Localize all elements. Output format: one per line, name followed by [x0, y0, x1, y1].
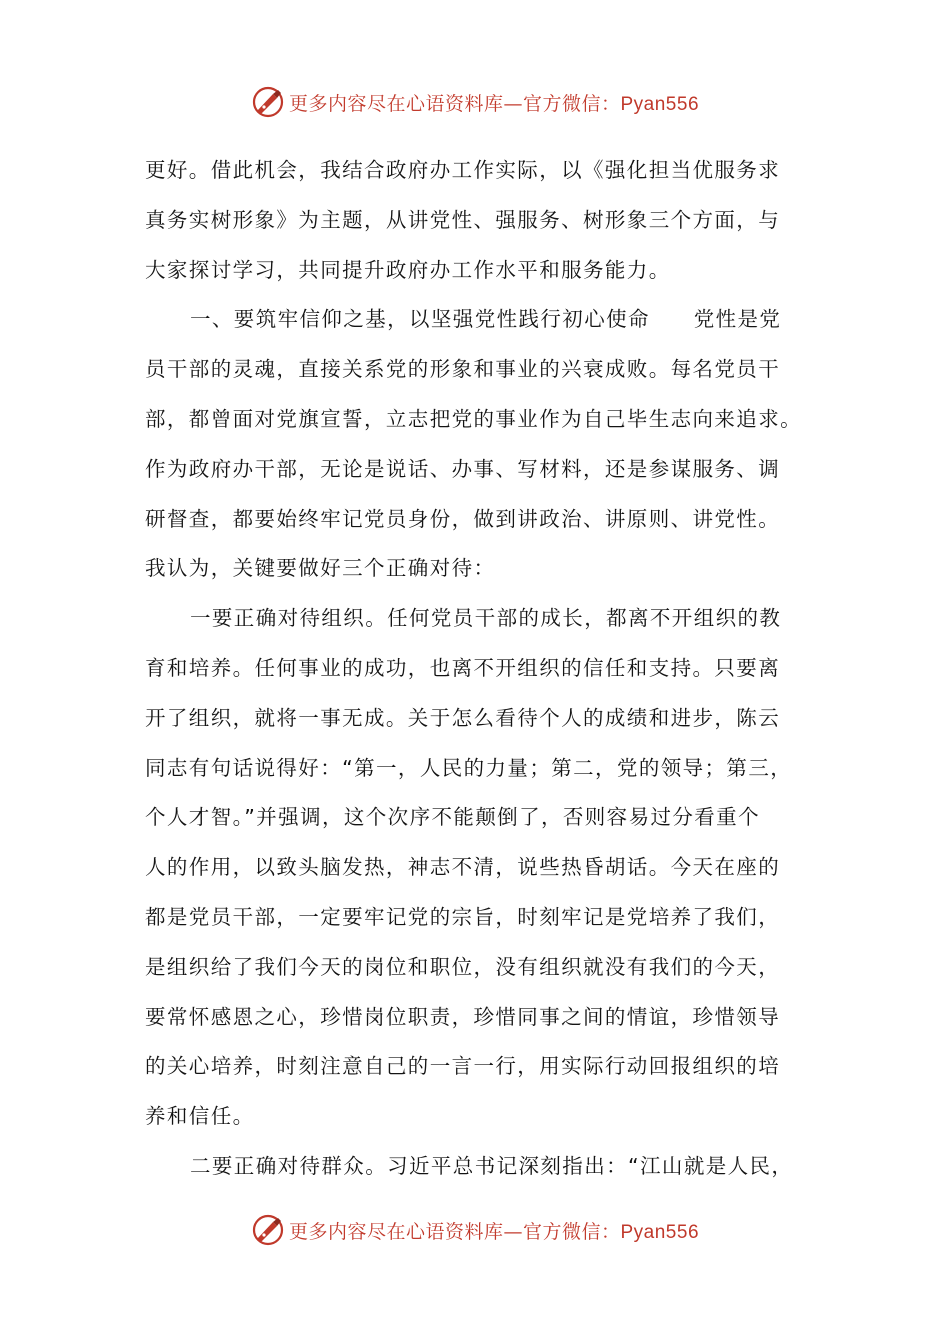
paragraph-start-line: 二要正确对待群众。习近平总书记深刻指出：“江山就是人民，	[190, 1153, 794, 1178]
text-line: 都是党员干部，一定要牢记党的宗旨，时刻牢记是党培养了我们，	[145, 904, 781, 929]
text-line: 更好。借此机会，我结合政府办工作实际，以《强化担当优服务求	[145, 158, 781, 182]
text-line: 部，都曾面对党旗宣誓，立志把党的事业作为自己毕生志向来追求。	[145, 406, 802, 431]
section-heading-line: 一、要筑牢信仰之基，以坚强党性践行初心使命 党性是党	[190, 307, 782, 332]
text-line: 我认为，关键要做好三个正确对待：	[145, 556, 496, 581]
watermark-text: 更多内容尽在心语资料库—官方微信：Pyan556	[288, 92, 700, 115]
text-line: 养和信任。	[145, 1104, 255, 1129]
text-line: 个人才智。”并强调，这个次序不能颠倒了，否则容易过分看重个	[145, 805, 760, 830]
text-line: 的关心培养，时刻注意自己的一言一行，用实际行动回报组织的培	[145, 1054, 781, 1079]
text-line: 同志有句话说得好：“第一，人民的力量；第二，党的领导；第三，	[145, 755, 793, 780]
text-line: 要常怀感恩之心，珍惜岗位职责，珍惜同事之间的情谊，珍惜领导	[145, 1004, 781, 1029]
header-watermark-banner	[0, 82, 950, 122]
text-line: 真务实树形象》为主题，从讲党性、强服务、树形象三个方面，与	[145, 207, 781, 232]
text-line: 开了组织，就将一事无成。关于怎么看待个人的成绩和进步，陈云	[145, 705, 781, 730]
text-line: 研督查，都要始终牢记党员身份，做到讲政治、讲原则、讲党性。	[145, 506, 781, 531]
document-body	[145, 146, 825, 1192]
text-line: 育和培养。任何事业的成功，也离不开组织的信任和支持。只要离	[145, 655, 781, 680]
text-line: 是组织给了我们今天的岗位和职位，没有组织就没有我们的今天，	[145, 954, 781, 979]
text-line: 大家探讨学习，共同提升政府办工作水平和服务能力。	[145, 257, 671, 282]
pen-nib-icon	[251, 1213, 285, 1247]
paragraph-start-line: 一要正确对待组织。任何党员干部的成长，都离不开组织的教	[190, 606, 782, 631]
text-line: 人的作用，以致头脑发热，神志不清，说些热昏胡话。今天在座的	[145, 855, 781, 880]
text-line: 员干部的灵魂，直接关系党的形象和事业的兴衰成败。每名党员干	[145, 357, 781, 382]
text-line: 作为政府办干部，无论是说话、办事、写材料，还是参谋服务、调	[145, 456, 781, 481]
watermark-text: 更多内容尽在心语资料库—官方微信：Pyan556	[288, 1220, 700, 1243]
pen-nib-icon	[251, 85, 285, 119]
footer-watermark-banner	[0, 1210, 950, 1250]
